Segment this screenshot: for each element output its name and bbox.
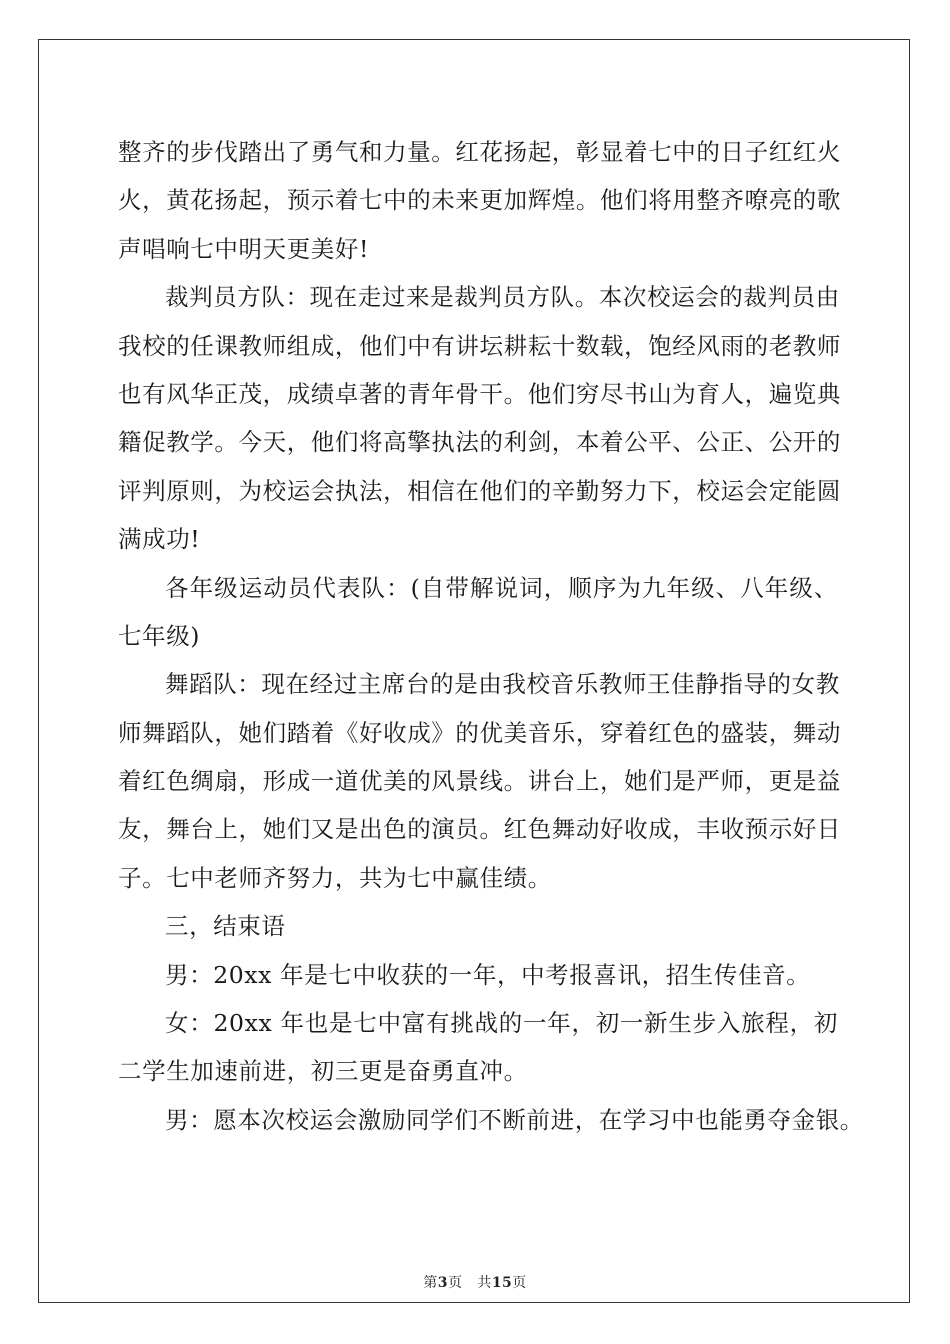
document-body xyxy=(118,128,864,1144)
text-line: 也有风华正茂，成绩卓著的青年骨干。他们穷尽书山为育人，遍览典 xyxy=(118,379,841,408)
text-line: 师舞蹈队，她们踏着《好收成》的优美音乐，穿着红色的盛装，舞动 xyxy=(118,718,841,747)
page-footer xyxy=(0,1272,950,1292)
text-line: 我校的任课教师组成，他们中有讲坛耕耘十数载，饱经风雨的老教师 xyxy=(118,331,841,360)
text-line: 裁判员方队：现在走过来是裁判员方队。本次校运会的裁判员由 xyxy=(165,283,840,312)
text-line: 着红色绸扇，形成一道优美的风景线。讲台上，她们是严师，更是益 xyxy=(118,767,841,796)
text-line: 子。七中老师齐努力，共为七中赢佳绩。 xyxy=(118,863,552,892)
text-line: 籍促教学。今天，他们将高擎执法的利剑，本着公平、公正、公开的 xyxy=(118,428,841,457)
text-line: 友，舞台上，她们又是出色的演员。红色舞动好收成，丰收预示好日 xyxy=(118,815,841,844)
text-line: 舞蹈队：现在经过主席台的是由我校音乐教师王佳静指导的女教 xyxy=(165,670,840,699)
text-line: 七年级) xyxy=(118,621,201,650)
text-line: 评判原则，为校运会执法，相信在他们的辛勤努力下，校运会定能圆 xyxy=(118,476,841,505)
text-line: 二学生加速前进，初三更是奋勇直冲。 xyxy=(118,1057,528,1086)
text-line: 满成功! xyxy=(118,525,201,554)
text-line: 火，黄花扬起，预示着七中的未来更加辉煌。他们将用整齐嘹亮的歌 xyxy=(118,186,841,215)
text-line: 声唱响七中明天更美好! xyxy=(118,234,370,263)
text-line: 男：愿本次校运会激励同学们不断前进，在学习中也能勇夺金银。 xyxy=(165,1105,864,1134)
total-prefix: 共 xyxy=(477,1275,492,1291)
page-number: 3 xyxy=(437,1275,448,1291)
text-line: 整齐的步伐踏出了勇气和力量。红花扬起，彰显着七中的日子红红火 xyxy=(118,138,841,166)
page-prefix: 第 xyxy=(423,1275,438,1291)
text-line: 各年级运动员代表队：(自带解说词，顺序为九年级、八年级、 xyxy=(165,573,838,602)
total-pages: 15 xyxy=(491,1275,513,1291)
text-line: 女：20xx 年也是七中富有挑战的一年，初一新生步入旅程，初 xyxy=(165,1009,838,1038)
section-heading: 三，结束语 xyxy=(165,912,286,941)
text-line: 男：20xx 年是七中收获的一年，中考报喜讯，招生传佳音。 xyxy=(165,960,811,989)
total-suffix: 页 xyxy=(512,1275,527,1291)
page-suffix: 页 xyxy=(447,1275,463,1291)
